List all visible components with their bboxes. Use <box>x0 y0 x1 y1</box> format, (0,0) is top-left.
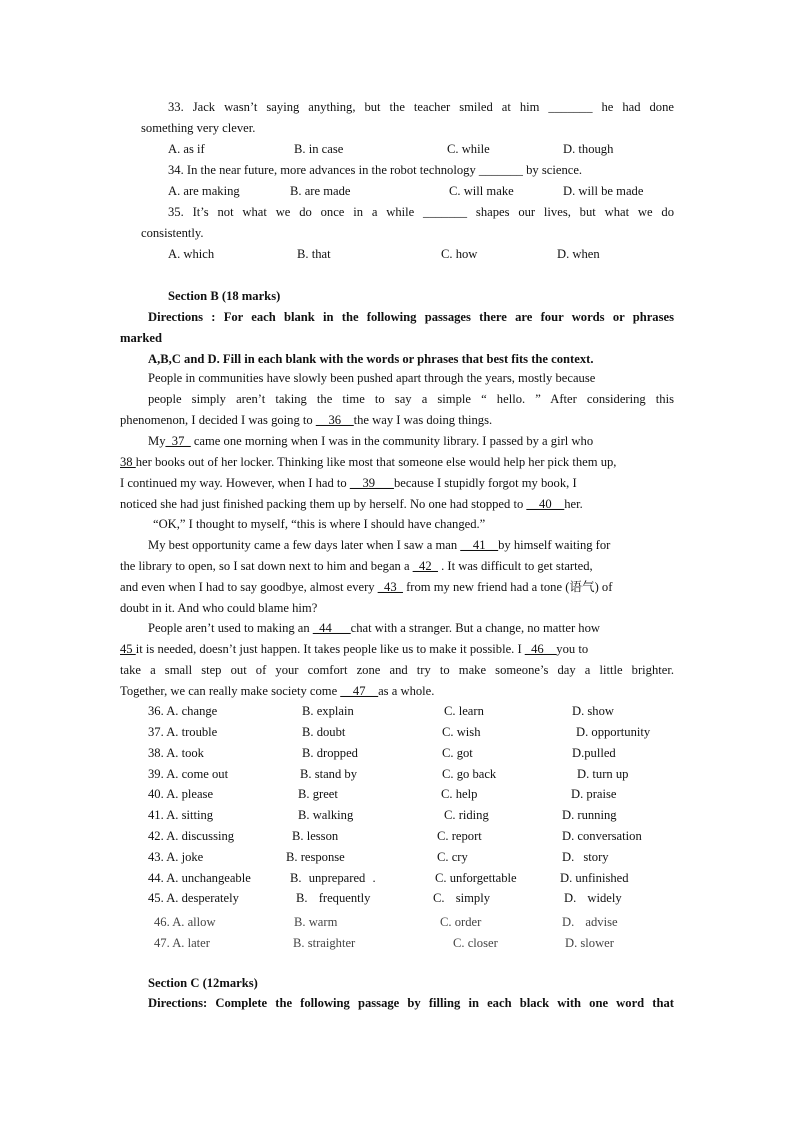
passage-line: 45 it is needed, doesn’t just happen. It takes people like us to make it possible. I _46__you to <box>120 642 589 656</box>
blank-44: _44___ <box>312 621 351 635</box>
option-44-b: B. unprepared . <box>290 871 376 885</box>
option-37-d: D. opportunity <box>576 725 651 739</box>
q35-option-c: C. how <box>441 247 478 261</box>
q35-stem: 35. It’s not what we do once in a while _______ shapes our lives, but what we do <box>168 205 674 219</box>
q33-option-a: A. as if <box>168 142 205 156</box>
q33-option-d: D. though <box>563 142 614 156</box>
q34-option-c: C. will make <box>449 184 514 198</box>
option-38-b: B. dropped <box>302 746 358 760</box>
passage-line: doubt in it. And who could blame him? <box>120 601 318 615</box>
option-42-a: 42. A. discussing <box>148 829 235 843</box>
option-40-b: B. greet <box>298 787 338 801</box>
option-41-a: 41. A. sitting <box>148 808 214 822</box>
option-36-c: C. learn <box>444 704 484 718</box>
option-36-a: 36. A. change <box>148 704 218 718</box>
section-b-title: Section B (18 marks) <box>168 289 281 303</box>
blank-39: __39___ <box>349 476 394 490</box>
blank-43: _43_ <box>377 580 403 594</box>
option-41-d: D. running <box>562 808 617 822</box>
blank-45: 45 <box>120 642 136 656</box>
option-39-b: B. stand by <box>300 767 358 781</box>
passage-line: My_37_ came one morning when I was in the community library. I passed by a girl who <box>148 434 594 448</box>
option-37-b: B. doubt <box>302 725 346 739</box>
option-42-d: D. conversation <box>562 829 642 843</box>
q35-stem-cont: consistently. <box>141 226 204 240</box>
option-42-b: B. lesson <box>292 829 339 843</box>
option-45-c: C. simply <box>433 891 490 905</box>
option-44-d: D. unfinished <box>560 871 629 885</box>
blank-41: __41__ <box>460 538 499 552</box>
q33-option-c: C. while <box>447 142 490 156</box>
option-45-a: 45. A. desperately <box>148 891 239 905</box>
option-46-a: 46. A. allow <box>154 915 216 929</box>
blank-47: __47__ <box>340 684 379 698</box>
option-42-c: C. report <box>437 829 482 843</box>
section-b-directions: Directions : For each blank in the following passages there are four words or phrases <box>148 310 674 324</box>
q35-option-b: B. that <box>297 247 331 261</box>
option-47-b: B. straighter <box>293 936 356 950</box>
option-45-b: B. frequently <box>296 891 371 905</box>
blank-38: 38 <box>120 455 136 469</box>
option-37-c: C. wish <box>442 725 481 739</box>
option-36-d: D. show <box>572 704 614 718</box>
blank-37: _37_ <box>165 434 191 448</box>
option-43-d: D. story <box>562 850 609 864</box>
section-c-directions: Directions: Complete the following passage by filling in each black with one word that <box>148 996 674 1010</box>
blank-42: _42_ <box>412 559 438 573</box>
option-38-c: C. got <box>442 746 473 760</box>
option-39-a: 39. A. come out <box>148 767 229 781</box>
passage-line: My best opportunity came a few days later when I saw a man __41__by himself waiting for <box>148 538 611 552</box>
q34-stem: 34. In the near future, more advances in the robot technology _______ by science. <box>168 163 583 177</box>
option-41-c: C. riding <box>444 808 489 822</box>
passage-line: take a small step out of your comfort zone and try to make someone’s day a little brighter. <box>120 663 674 677</box>
option-46-b: B. warm <box>294 915 338 929</box>
passage-quote: “OK,” I thought to myself, “this is where I should have changed.” <box>153 517 486 531</box>
option-38-a: 38. A. took <box>148 746 204 760</box>
section-b-directions-cont: marked <box>120 331 162 345</box>
option-46-d: D. advise <box>562 915 618 929</box>
passage-line: phenomenon, I decided I was going to __36__the way I was doing things. <box>120 413 493 427</box>
q35-option-a: A. which <box>168 247 215 261</box>
passage-line: the library to open, so I sat down next to him and began a _42_ . It was difficult to get started, <box>120 559 593 573</box>
option-44-c: C. unforgettable <box>435 871 517 885</box>
option-43-a: 43. A. joke <box>148 850 204 864</box>
option-36-b: B. explain <box>302 704 354 718</box>
option-46-c: C. order <box>440 915 482 929</box>
option-39-c: C. go back <box>442 767 497 781</box>
q33-option-b: B. in case <box>294 142 344 156</box>
option-44-a: 44. A. unchangeable <box>148 871 251 885</box>
passage-line: and even when I had to say goodbye, almost every _43_ from my new friend had a tone (语气) of <box>120 580 613 594</box>
q34-option-b: B. are made <box>290 184 351 198</box>
passage-line: 38 her books out of her locker. Thinking like most that someone else would help her pick them up, <box>120 455 617 469</box>
section-c-title: Section C (12marks) <box>148 976 258 990</box>
section-b-directions-line3: A,B,C and D. Fill in each blank with the words or phrases that best fits the context. <box>148 352 594 366</box>
option-41-b: B. walking <box>298 808 354 822</box>
q33-stem: 33. Jack wasn’t saying anything, but the teacher smiled at him _______ he had done <box>168 100 674 114</box>
q34-option-a: A. are making <box>168 184 240 198</box>
q35-option-d: D. when <box>557 247 600 261</box>
option-40-a: 40. A. please <box>148 787 214 801</box>
option-47-a: 47. A. later <box>154 936 210 950</box>
option-40-d: D. praise <box>571 787 617 801</box>
option-43-b: B. response <box>286 850 345 864</box>
q33-stem-cont: something very clever. <box>141 121 256 135</box>
passage-line: I continued my way. However, when I had to __39___because I stupidly forgot my book, I <box>120 476 577 490</box>
blank-40: __40__ <box>526 497 565 511</box>
option-45-d: D. widely <box>564 891 622 905</box>
q34-option-d: D. will be made <box>563 184 644 198</box>
option-37-a: 37. A. trouble <box>148 725 218 739</box>
option-47-d: D. slower <box>565 936 614 950</box>
passage-line: People in communities have slowly been pushed apart through the years, mostly because <box>148 371 596 385</box>
passage-line: noticed she had just finished packing them up by herself. No one had stopped to __40__her. <box>120 497 583 511</box>
blank-46: _46__ <box>524 642 557 656</box>
passage-line: people simply aren’t taking the time to say a simple “ hello. ” After considering this <box>148 392 674 406</box>
passage-line: People aren’t used to making an _44___chat with a stranger. But a change, no matter how <box>148 621 600 635</box>
passage-line: Together, we can really make society come __47__as a whole. <box>120 684 435 698</box>
option-40-c: C. help <box>441 787 478 801</box>
option-47-c: C. closer <box>453 936 498 950</box>
option-43-c: C. cry <box>437 850 468 864</box>
blank-36: __36__ <box>315 413 354 427</box>
option-39-d: D. turn up <box>577 767 629 781</box>
option-38-d: D.pulled <box>572 746 616 760</box>
